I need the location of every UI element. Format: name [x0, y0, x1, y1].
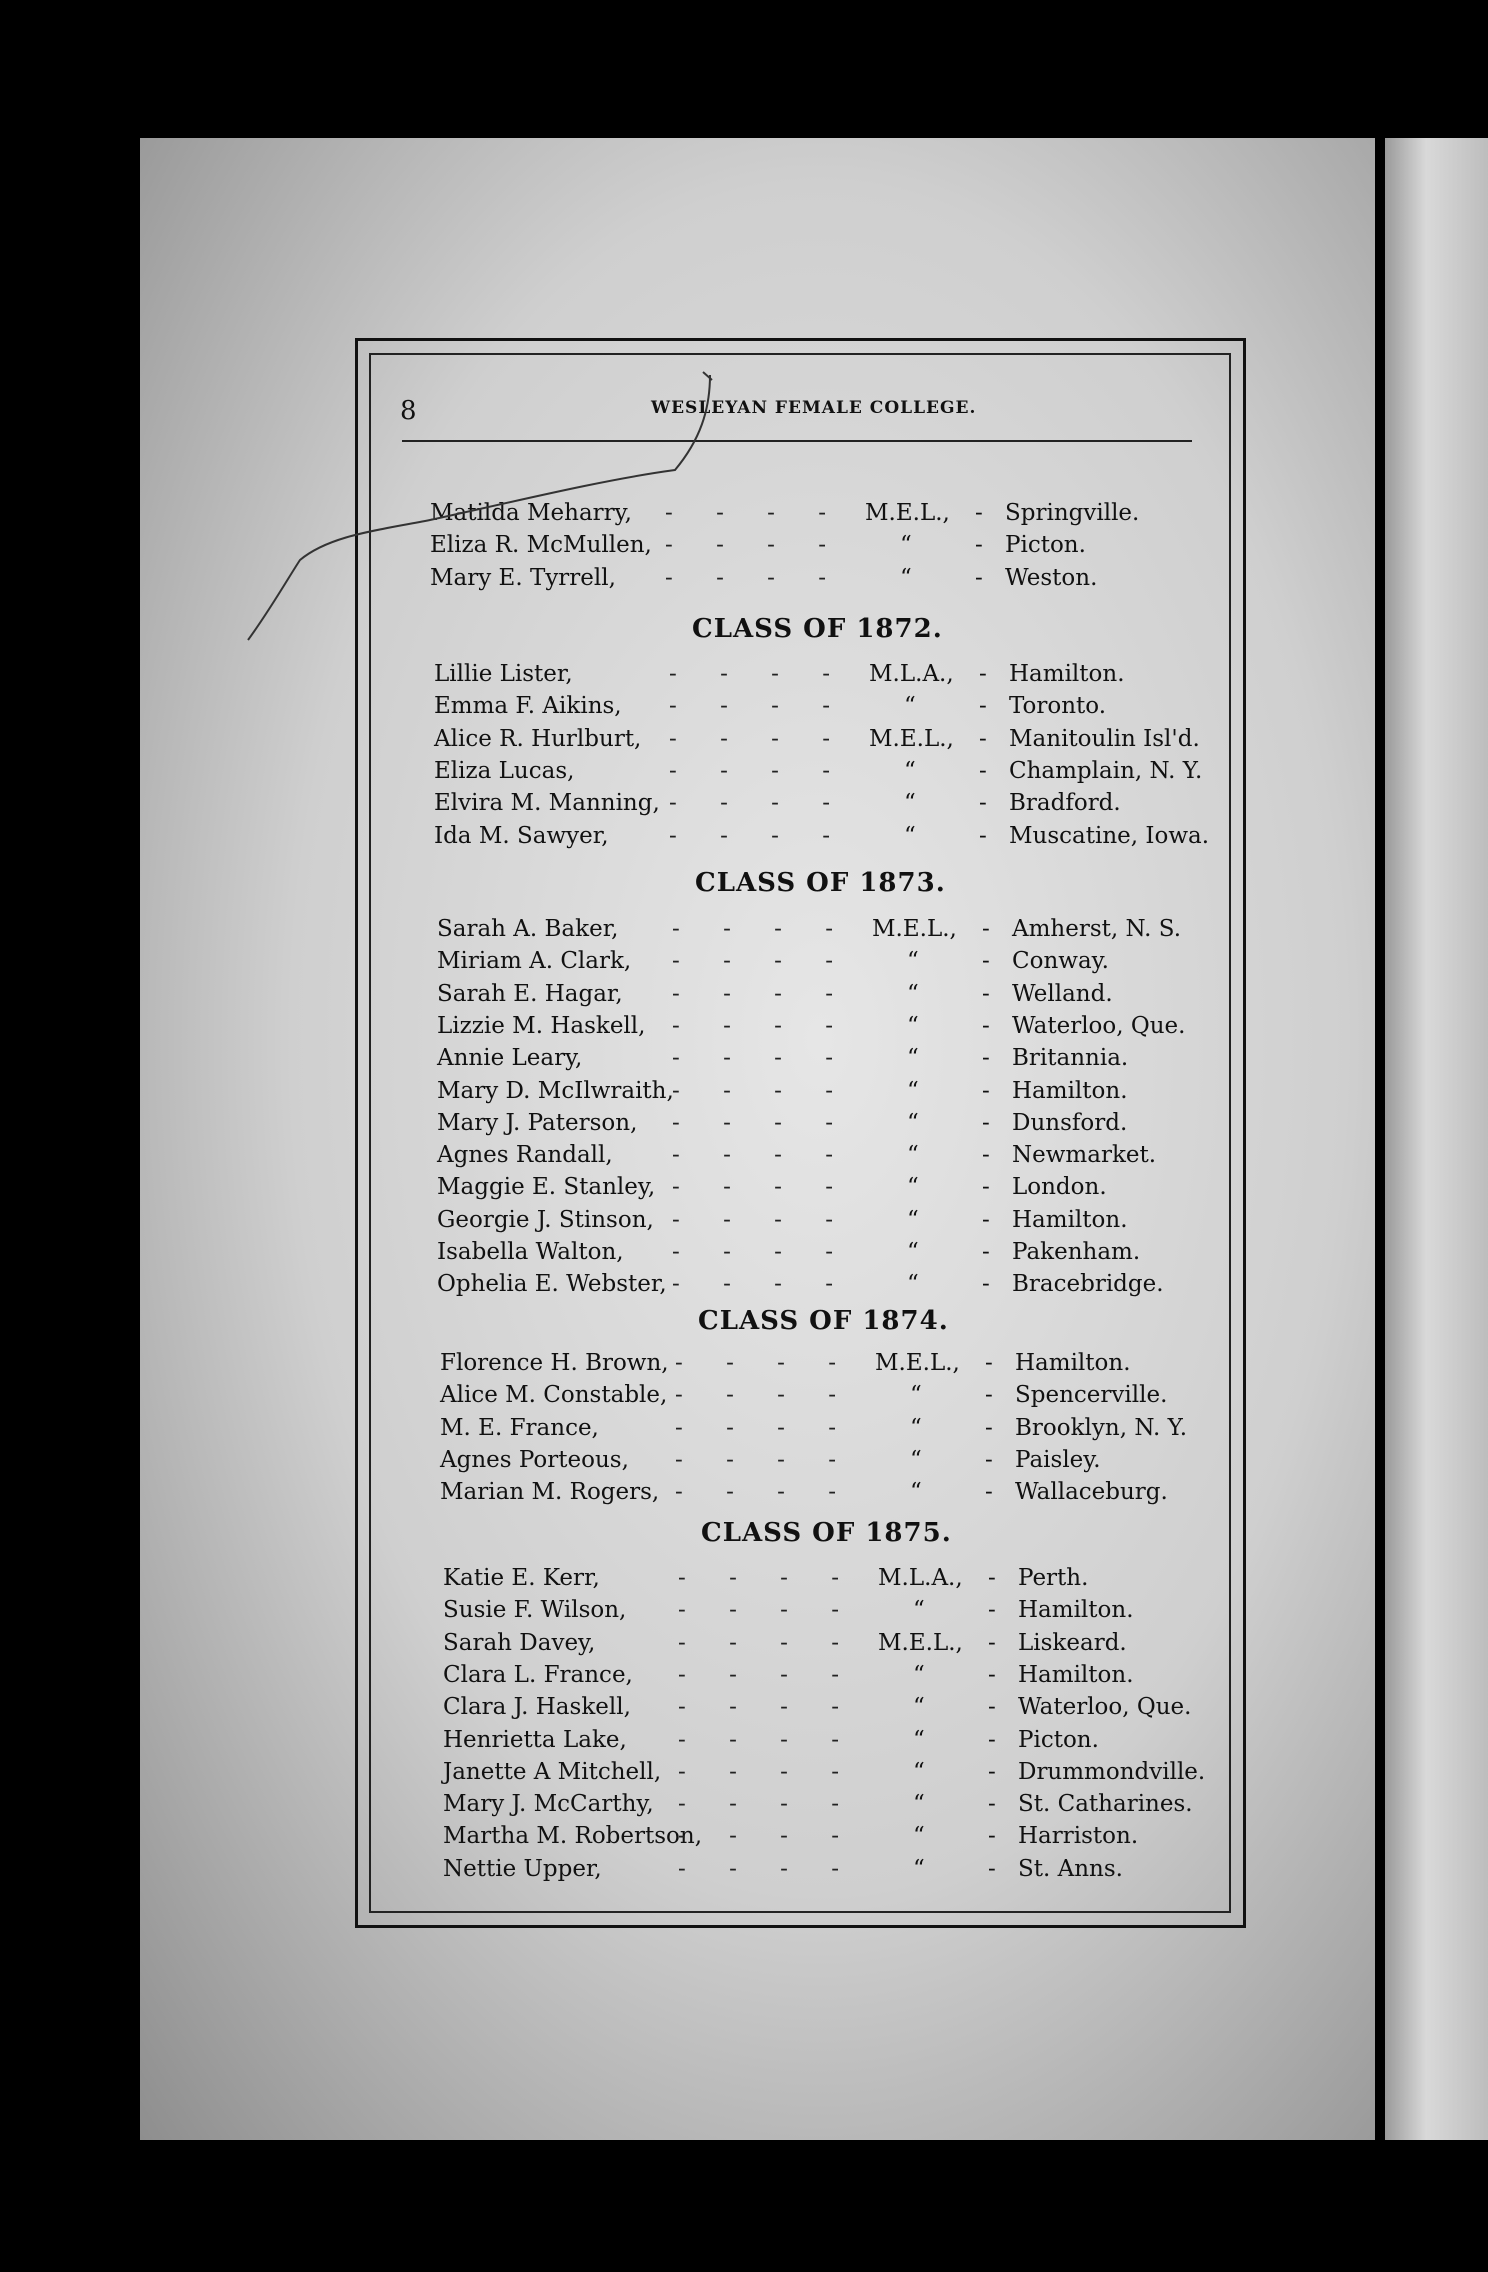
student-name: Henrietta Lake, [443, 1726, 627, 1753]
student-name: Elvira M. Manning, [434, 790, 660, 817]
separator-dash: - [988, 1823, 996, 1850]
degree: “ [900, 564, 912, 591]
separator-dash: - [985, 1479, 993, 1506]
separator-dash: - [982, 1109, 990, 1136]
degree: “ [907, 1271, 919, 1298]
degree: “ [910, 1446, 922, 1473]
dot-leader: - - - - [678, 1823, 858, 1850]
separator-dash: - [975, 532, 983, 559]
separator-dash: - [985, 1350, 993, 1376]
separator-dash: - [985, 1414, 993, 1441]
student-name: Mary J. Paterson, [437, 1109, 638, 1136]
dot-leader: - - - - [678, 1661, 858, 1688]
dot-leader: - - - - [669, 790, 849, 817]
class-heading: CLASS OF 1875. [701, 1518, 952, 1548]
student-name: Matilda Meharry, [430, 500, 632, 526]
degree: “ [910, 1479, 922, 1506]
hometown: Perth. [1018, 1565, 1089, 1591]
dot-leader: - - - - [672, 1077, 852, 1104]
student-name: Marian M. Rogers, [440, 1479, 660, 1506]
dot-leader: - - - - [672, 948, 852, 975]
hometown: St. Anns. [1018, 1855, 1123, 1882]
running-head: WESLEYAN FEMALE COLLEGE. [651, 398, 977, 418]
student-name: Ophelia E. Webster, [437, 1271, 667, 1298]
degree: “ [907, 1206, 919, 1233]
hometown: Brooklyn, N. Y. [1015, 1414, 1188, 1441]
dot-leader: - - - - [672, 1142, 852, 1169]
degree: M.L.A., [878, 1565, 963, 1591]
dot-leader: - - - - [678, 1791, 858, 1818]
hometown: Springville. [1005, 500, 1140, 526]
separator-dash: - [985, 1382, 993, 1409]
student-name: Susie F. Wilson, [443, 1597, 627, 1624]
hometown: Manitoulin Isl'd. [1009, 725, 1200, 752]
hometown: Toronto. [1009, 693, 1107, 720]
degree: “ [913, 1855, 925, 1882]
student-name: Eliza Lucas, [434, 757, 575, 784]
separator-dash: - [988, 1597, 996, 1624]
student-name: Nettie Upper, [443, 1855, 602, 1882]
dot-leader: - - - - [678, 1855, 858, 1882]
separator-dash: - [982, 916, 990, 942]
hometown: Hamilton. [1015, 1350, 1131, 1376]
student-name: Clara L. France, [443, 1661, 633, 1688]
degree: “ [913, 1661, 925, 1688]
dot-leader: - - - - [672, 1109, 852, 1136]
degree: “ [904, 757, 916, 784]
degree: “ [910, 1414, 922, 1441]
hometown: Picton. [1018, 1726, 1099, 1753]
separator-dash: - [988, 1694, 996, 1721]
hometown: Amherst, N. S. [1012, 916, 1182, 942]
hometown: Harriston. [1018, 1823, 1139, 1850]
separator-dash: - [988, 1629, 996, 1656]
separator-dash: - [979, 822, 987, 849]
hometown: Hamilton. [1012, 1206, 1128, 1233]
hometown: Welland. [1012, 980, 1113, 1007]
hometown: Hamilton. [1018, 1597, 1134, 1624]
dot-leader: - - - - [675, 1479, 855, 1506]
dot-leader: - - - - [672, 1012, 852, 1039]
student-name: Katie E. Kerr, [443, 1565, 600, 1591]
hometown: Wallaceburg. [1015, 1479, 1168, 1506]
dot-leader: - - - - [675, 1350, 855, 1376]
degree: “ [907, 980, 919, 1007]
hometown: Britannia. [1012, 1045, 1129, 1072]
student-name: Clara J. Haskell, [443, 1694, 631, 1721]
degree: “ [907, 948, 919, 975]
dot-leader: - - - - [669, 822, 849, 849]
degree: “ [913, 1758, 925, 1785]
hometown: Bradford. [1009, 790, 1121, 817]
student-name: Georgie J. Stinson, [437, 1206, 654, 1233]
student-name: Sarah E. Hagar, [437, 980, 623, 1007]
degree: “ [907, 1142, 919, 1169]
student-name: Agnes Randall, [437, 1142, 613, 1169]
degree: M.E.L., [878, 1629, 963, 1656]
dot-leader: - - - - [678, 1758, 858, 1785]
separator-dash: - [988, 1791, 996, 1818]
degree: “ [907, 1109, 919, 1136]
separator-dash: - [979, 790, 987, 817]
dot-leader: - - - - [672, 1239, 852, 1265]
dot-leader: - - - - [665, 564, 845, 591]
separator-dash: - [979, 725, 987, 752]
separator-dash: - [982, 1239, 990, 1265]
student-name: Sarah Davey, [443, 1629, 596, 1656]
degree: “ [907, 1012, 919, 1039]
hometown: Hamilton. [1018, 1661, 1134, 1688]
dot-leader: - - - - [678, 1694, 858, 1721]
dot-leader: - - - - [672, 1174, 852, 1201]
student-name: Lillie Lister, [434, 661, 573, 687]
separator-dash: - [982, 1012, 990, 1039]
separator-dash: - [979, 757, 987, 784]
degree: M.L.A., [869, 661, 954, 687]
dot-leader: - - - - [672, 1206, 852, 1233]
hometown: St. Catharines. [1018, 1791, 1193, 1818]
separator-dash: - [979, 661, 987, 687]
dot-leader: - - - - [678, 1597, 858, 1624]
hometown: Spencerville. [1015, 1382, 1168, 1409]
hometown: Waterloo, Que. [1018, 1694, 1192, 1721]
student-name: Martha M. Robertson, [443, 1823, 703, 1850]
separator-dash: - [982, 1142, 990, 1169]
separator-dash: - [982, 1206, 990, 1233]
degree: “ [904, 693, 916, 720]
degree: M.E.L., [869, 725, 954, 752]
degree: “ [900, 532, 912, 559]
degree: “ [913, 1726, 925, 1753]
student-name: Eliza R. McMullen, [430, 532, 652, 559]
separator-dash: - [979, 693, 987, 720]
separator-dash: - [982, 948, 990, 975]
hometown: Muscatine, Iowa. [1009, 822, 1210, 849]
separator-dash: - [988, 1855, 996, 1882]
student-name: Sarah A. Baker, [437, 916, 619, 942]
class-heading: CLASS OF 1874. [698, 1306, 949, 1336]
hometown: Picton. [1005, 532, 1086, 559]
hometown: Newmarket. [1012, 1142, 1157, 1169]
student-name: Mary J. McCarthy, [443, 1791, 654, 1818]
separator-dash: - [982, 1271, 990, 1298]
hometown: Dunsford. [1012, 1109, 1128, 1136]
degree: “ [910, 1382, 922, 1409]
dot-leader: - - - - [669, 725, 849, 752]
class-heading: CLASS OF 1873. [695, 868, 946, 898]
dot-leader: - - - - [675, 1414, 855, 1441]
dot-leader: - - - - [669, 757, 849, 784]
student-name: Agnes Porteous, [440, 1446, 629, 1473]
student-name: Annie Leary, [437, 1045, 583, 1072]
hometown: Paisley. [1015, 1446, 1101, 1473]
dot-leader: - - - - [678, 1565, 858, 1591]
student-name: Alice R. Hurlburt, [434, 725, 642, 752]
degree: M.E.L., [875, 1350, 960, 1376]
separator-dash: - [982, 1045, 990, 1072]
student-name: Isabella Walton, [437, 1239, 624, 1265]
student-name: Maggie E. Stanley, [437, 1174, 656, 1201]
student-name: Alice M. Constable, [440, 1382, 668, 1409]
hometown: Conway. [1012, 948, 1109, 975]
degree: M.E.L., [865, 500, 950, 526]
degree: “ [907, 1077, 919, 1104]
class-heading: CLASS OF 1872. [692, 614, 943, 644]
degree: “ [907, 1239, 919, 1265]
separator-dash: - [975, 564, 983, 591]
degree: “ [904, 790, 916, 817]
hometown: Bracebridge. [1012, 1271, 1164, 1298]
hometown: Pakenham. [1012, 1239, 1141, 1265]
page-number: 8 [400, 396, 417, 426]
hometown: Waterloo, Que. [1012, 1012, 1186, 1039]
dot-leader: - - - - [678, 1726, 858, 1753]
separator-dash: - [975, 500, 983, 526]
degree: “ [907, 1174, 919, 1201]
degree: “ [907, 1045, 919, 1072]
hometown: London. [1012, 1174, 1107, 1201]
dot-leader: - - - - [672, 980, 852, 1007]
dot-leader: - - - - [672, 1045, 852, 1072]
dot-leader: - - - - [675, 1446, 855, 1473]
separator-dash: - [988, 1661, 996, 1688]
hometown: Champlain, N. Y. [1009, 757, 1203, 784]
dot-leader: - - - - [665, 500, 845, 526]
student-name: Mary D. McIlwraith, [437, 1077, 674, 1104]
hometown: Liskeard. [1018, 1629, 1127, 1656]
degree: “ [904, 822, 916, 849]
separator-dash: - [982, 1174, 990, 1201]
hometown: Weston. [1005, 564, 1098, 591]
degree: M.E.L., [872, 916, 957, 942]
student-name: Lizzie M. Haskell, [437, 1012, 646, 1039]
separator-dash: - [988, 1726, 996, 1753]
dot-leader: - - - - [665, 532, 845, 559]
degree: “ [913, 1597, 925, 1624]
hometown: Drummondville. [1018, 1758, 1206, 1785]
separator-dash: - [982, 1077, 990, 1104]
degree: “ [913, 1791, 925, 1818]
student-name: Florence H. Brown, [440, 1350, 669, 1376]
dot-leader: - - - - [678, 1629, 858, 1656]
dot-leader: - - - - [675, 1382, 855, 1409]
dot-leader: - - - - [672, 1271, 852, 1298]
hometown: Hamilton. [1012, 1077, 1128, 1104]
separator-dash: - [982, 980, 990, 1007]
dot-leader: - - - - [672, 916, 852, 942]
separator-dash: - [988, 1565, 996, 1591]
dot-leader: - - - - [669, 693, 849, 720]
separator-dash: - [988, 1758, 996, 1785]
degree: “ [913, 1694, 925, 1721]
separator-dash: - [985, 1446, 993, 1473]
student-name: Miriam A. Clark, [437, 948, 632, 975]
student-name: M. E. France, [440, 1414, 599, 1441]
student-name: Ida M. Sawyer, [434, 822, 609, 849]
student-name: Janette A Mitchell, [443, 1758, 662, 1785]
student-name: Emma F. Aikins, [434, 693, 622, 720]
hometown: Hamilton. [1009, 661, 1125, 687]
degree: “ [913, 1823, 925, 1850]
student-name: Mary E. Tyrrell, [430, 564, 616, 591]
dot-leader: - - - - [669, 661, 849, 687]
